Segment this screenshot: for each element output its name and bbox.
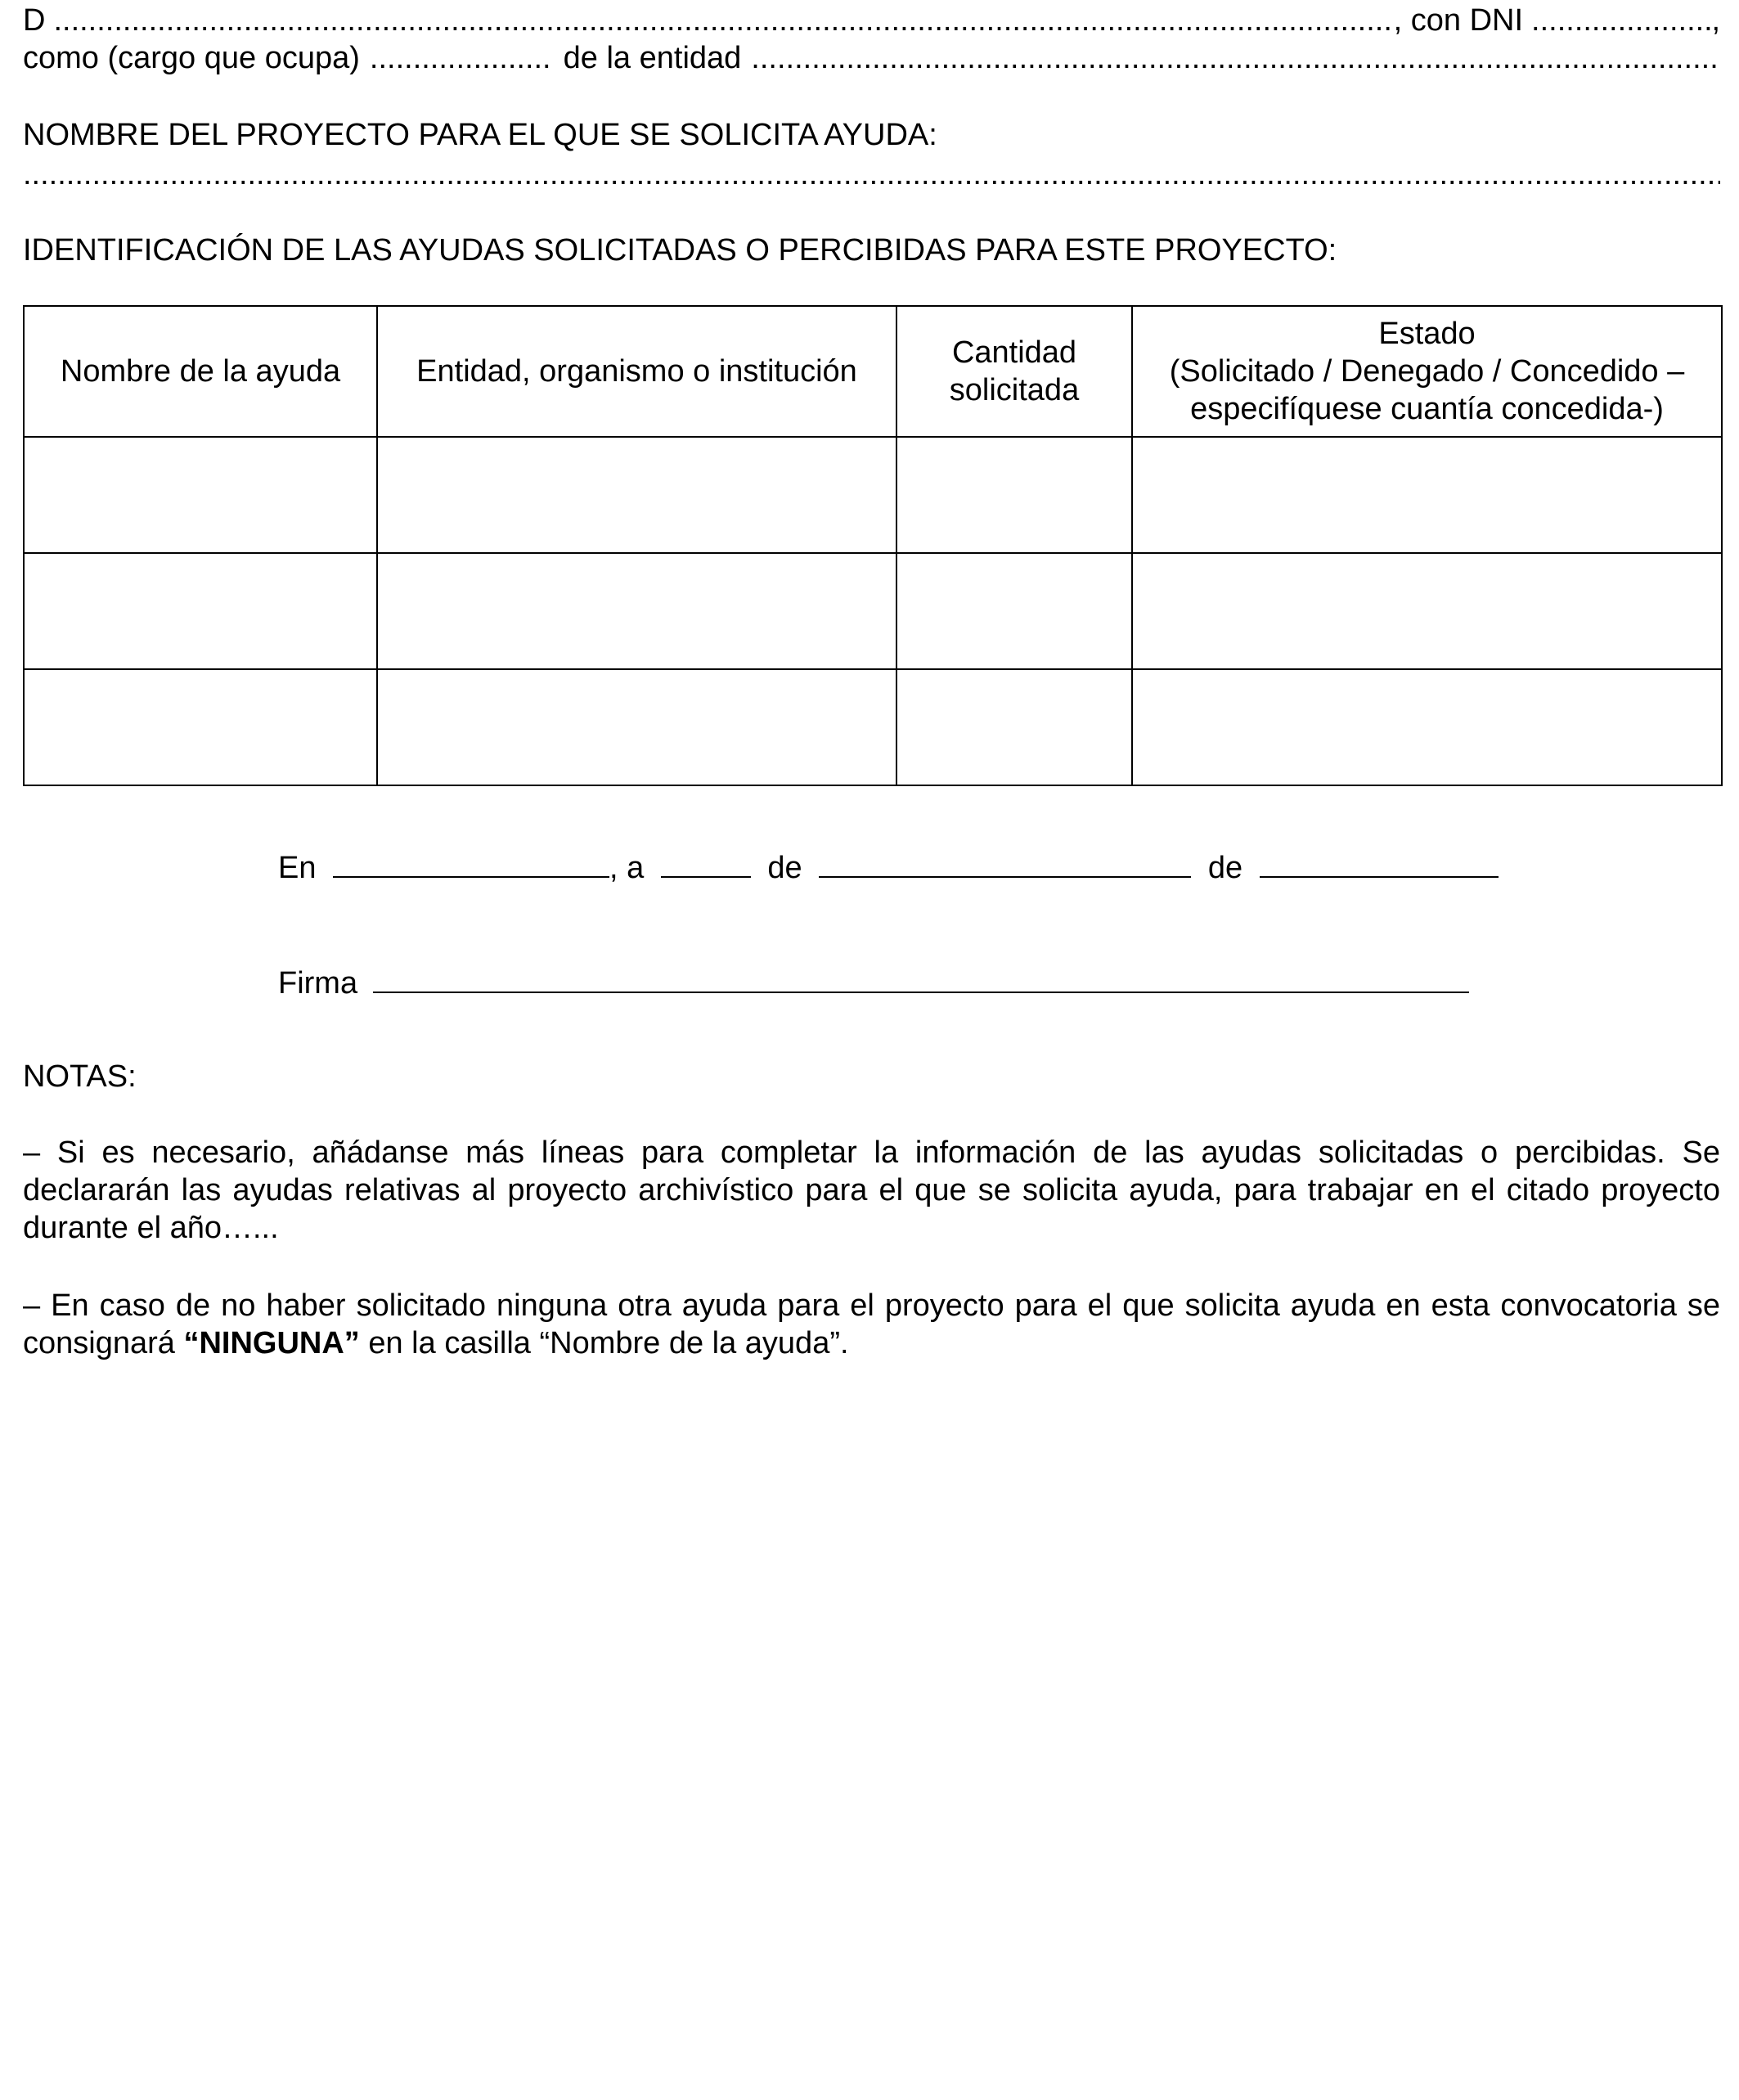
- column-header-cantidad: Cantidad solicitada: [896, 306, 1132, 437]
- aids-heading: IDENTIFICACIÓN DE LAS AYUDAS SOLICITADAS O PERCIBIDAS PARA ESTE PROYECTO:: [23, 233, 1337, 268]
- note-2-text-before: – En caso de no haber solicitado ninguna otra ayuda para el proyecto para el que solicita ayuda en esta convocatoria se consignará: [23, 1288, 1720, 1360]
- signature-line: [278, 962, 1469, 1002]
- project-heading: NOMBRE DEL PROYECTO PARA EL QUE SE SOLICITA AYUDA:: [23, 118, 937, 152]
- aids-table: [23, 305, 1723, 786]
- cargo-label: como (cargo que ocupa): [23, 41, 360, 75]
- project-name-line: [23, 155, 1720, 193]
- trailing-comma: ,: [1711, 3, 1720, 38]
- table-cell[interactable]: [377, 553, 896, 669]
- table-row: [24, 437, 1722, 553]
- column-header-nombre: Nombre de la ayuda: [24, 306, 377, 437]
- place-date-line: [278, 847, 1499, 887]
- project-name-fill-dots[interactable]: [23, 155, 1720, 193]
- note-1: – Si es necesario, añádanse más líneas para completar la información de las ayudas solicitadas o percibidas. Se declararán las ayudas relativas al proyecto archivístico para el que se solicita ayuda, para trabajar en el citado proyecto durante el año…...: [23, 1135, 1720, 1245]
- firma-label: Firma: [278, 966, 358, 1001]
- table-cell[interactable]: [1132, 553, 1722, 669]
- de-label-2: de: [1207, 851, 1243, 885]
- declarant-line-1: [23, 2, 1720, 39]
- place-blank[interactable]: [333, 847, 609, 878]
- table-cell[interactable]: [896, 669, 1132, 785]
- name-fill-dots[interactable]: [53, 2, 1393, 39]
- dni-label: , con DNI: [1393, 3, 1524, 38]
- declarant-line-2: [23, 39, 1720, 77]
- entidad-fill-dots[interactable]: [751, 39, 1720, 77]
- column-header-entidad: Entidad, organismo o institución: [377, 306, 896, 437]
- table-cell[interactable]: [24, 669, 377, 785]
- table-cell[interactable]: [24, 553, 377, 669]
- notes-heading: NOTAS:: [23, 1059, 137, 1094]
- table-cell[interactable]: [377, 437, 896, 553]
- cargo-fill-dots[interactable]: [370, 39, 554, 77]
- day-blank[interactable]: [661, 847, 751, 878]
- table-cell[interactable]: [896, 553, 1132, 669]
- table-row: [24, 553, 1722, 669]
- de-label-1: de: [767, 851, 802, 885]
- dni-fill-dots[interactable]: [1531, 2, 1711, 39]
- aids-table-header-row: [24, 306, 1722, 437]
- month-blank[interactable]: [819, 847, 1191, 878]
- column-header-estado: Estado (Solicitado / Denegado / Concedido – especifíquese cuantía concedida-): [1132, 306, 1722, 437]
- table-row: [24, 669, 1722, 785]
- table-cell[interactable]: [1132, 437, 1722, 553]
- table-cell[interactable]: [896, 437, 1132, 553]
- a-label: , a: [609, 851, 645, 885]
- signature-blank[interactable]: [373, 962, 1469, 993]
- entidad-label: de la entidad: [563, 41, 742, 75]
- table-cell[interactable]: [377, 669, 896, 785]
- year-blank[interactable]: [1260, 847, 1499, 878]
- note-2-text-after: en la casilla “Nombre de la ayuda”.: [359, 1326, 849, 1360]
- note-2: [23, 1287, 1720, 1362]
- table-cell[interactable]: [24, 437, 377, 553]
- note-2-bold-ninguna: “NINGUNA”: [183, 1326, 360, 1360]
- en-label: En: [278, 851, 317, 885]
- table-cell[interactable]: [1132, 669, 1722, 785]
- d-prefix: D: [23, 3, 46, 38]
